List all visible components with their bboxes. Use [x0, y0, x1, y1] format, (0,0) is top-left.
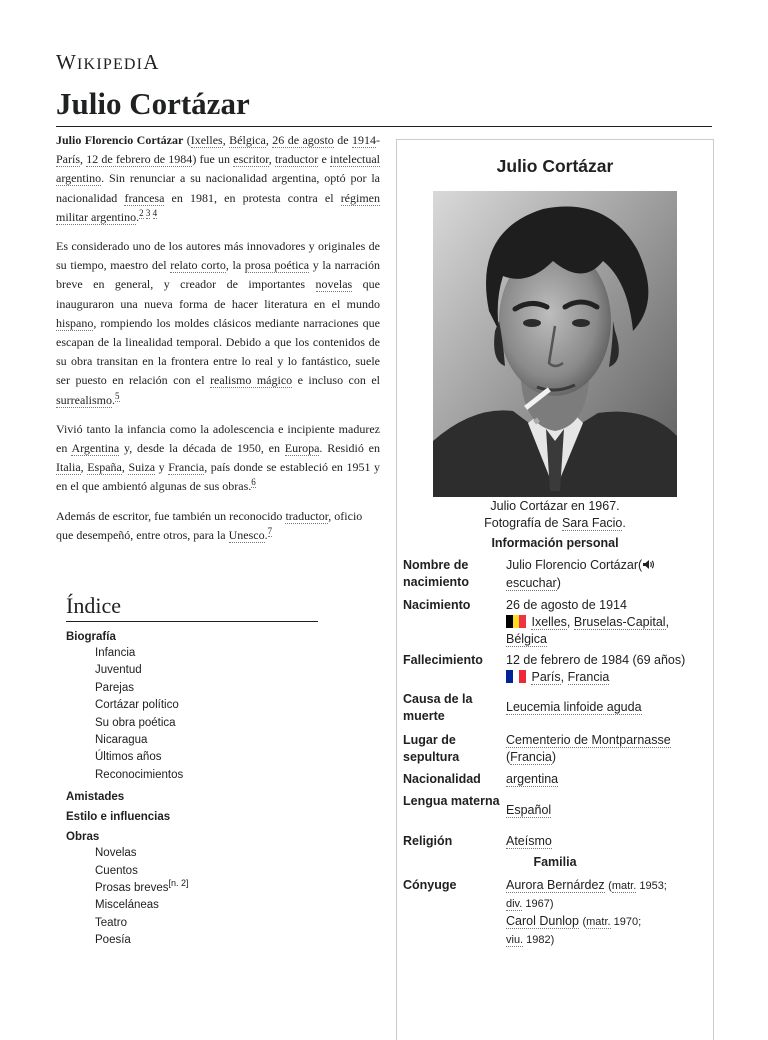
- toc-item-biografia[interactable]: Biografía: [66, 631, 116, 643]
- row-fallecimiento: Fallecimiento 12 de febrero de 1984 (69 años) París, Francia: [403, 653, 686, 684]
- link-cementerio-montparnasse[interactable]: Cementerio de Montparnasse: [506, 733, 671, 747]
- citation-4[interactable]: 4: [152, 207, 158, 218]
- link-francia-infobox[interactable]: Francia: [567, 670, 610, 684]
- citation-2[interactable]: 2: [139, 207, 144, 218]
- abbr-div[interactable]: div.: [506, 898, 523, 910]
- link-francia-sepultura[interactable]: Francia: [510, 750, 552, 764]
- link-12-febrero-1984[interactable]: 12 de febrero de 1984: [86, 152, 193, 167]
- toc-item-reconocimientos[interactable]: Reconocimientos: [95, 768, 184, 781]
- photo-caption: Julio Cortázar en 1967. Fotografía de Sara Facio.: [484, 499, 626, 530]
- section-familia: Familia: [533, 855, 577, 869]
- title-divider: [56, 126, 712, 127]
- link-unesco[interactable]: Unesco: [228, 527, 265, 542]
- portrait-photo[interactable]: [433, 191, 677, 497]
- toc-item-juventud[interactable]: Juventud: [95, 664, 142, 677]
- link-belgica-infobox[interactable]: Bélgica: [506, 632, 547, 646]
- toc-item-amistades[interactable]: Amistades: [66, 791, 125, 804]
- toc-item-parejas[interactable]: Parejas: [95, 681, 134, 694]
- toc-heading: Índice: [66, 592, 318, 622]
- portrait-illustration: [433, 191, 677, 497]
- link-aurora-bernardez[interactable]: Aurora Bernárdez: [506, 878, 605, 892]
- row-causa-muerte: Causa de la muerte Leucemia linfoide aguda: [403, 692, 642, 723]
- toc-item-cortazar-politico[interactable]: Cortázar político: [95, 699, 179, 712]
- link-surrealismo[interactable]: surrealismo: [56, 392, 112, 407]
- link-ixelles[interactable]: Ixelles: [190, 133, 223, 147]
- wikipedia-wordmark[interactable]: WIKIPEDIA: [56, 50, 160, 74]
- citation-7[interactable]: 7: [267, 525, 273, 536]
- link-intelectual[interactable]: intelectual: [330, 152, 380, 167]
- link-francia[interactable]: Francia: [168, 460, 205, 475]
- toc-item-cuentos[interactable]: Cuentos: [95, 864, 138, 877]
- link-espana[interactable]: España: [87, 460, 122, 475]
- row-nombre-nacimiento: Nombre de nacimiento Julio Florencio Cortázar( escuchar): [403, 557, 707, 592]
- toc-item-prosas-breves[interactable]: Prosas breves[n. 2]: [95, 878, 189, 895]
- link-regimen-militar[interactable]: régimen militar argentino: [56, 190, 381, 224]
- citation-3[interactable]: 3: [145, 207, 151, 218]
- row-religion: Religión Ateísmo: [403, 834, 552, 848]
- link-paris-infobox[interactable]: París: [531, 670, 561, 684]
- intro-paragraph-1: Julio Florencio Cortázar (Ixelles, Bélgica, 26 de agosto de 1914-París, 12 de febrero de 1984) fue un escritor, traductor e intelectual argentino. Sin renunciar a su nacionalidad argentina, optó por la nacionalidad francesa en 1981, en protesta contra el régimen militar argentino.$^{2 3 4}$: [56, 133, 381, 224]
- link-carol-dunlop[interactable]: Carol Dunlop: [506, 914, 579, 928]
- link-argentina-nacionalidad[interactable]: argentina: [506, 772, 559, 786]
- section-informacion-personal: Información personal: [491, 536, 619, 550]
- link-francesa[interactable]: francesa: [124, 190, 165, 205]
- note-n2[interactable]: [n. 2]: [168, 878, 189, 889]
- toc-item-poesia[interactable]: Poesía: [95, 934, 131, 947]
- row-nacimiento: Nacimiento 26 de agosto de 1914 Ixelles, Bruselas-Capital, Bélgica: [403, 598, 670, 646]
- belgium-flag-icon: [506, 615, 526, 628]
- link-italia[interactable]: Italia: [56, 460, 81, 475]
- link-bruselas-capital[interactable]: Bruselas-Capital: [573, 615, 666, 629]
- toc-item-obras[interactable]: Obras: [66, 831, 100, 844]
- toc-item-novelas[interactable]: Novelas: [95, 847, 137, 860]
- article-body: [56, 131, 380, 555]
- link-relato-corto[interactable]: relato corto: [170, 258, 226, 273]
- toc-item-teatro[interactable]: Teatro: [95, 916, 127, 929]
- citation-5[interactable]: 5: [115, 390, 120, 401]
- subject-name: Julio Florencio Cortázar: [56, 133, 184, 147]
- link-paris[interactable]: París: [56, 152, 80, 167]
- toc-item-estilo[interactable]: Estilo e influencias: [66, 811, 171, 824]
- link-escuchar[interactable]: escuchar: [506, 576, 557, 590]
- abbr-matr-2[interactable]: matr.: [586, 916, 611, 928]
- link-espanol[interactable]: Español: [506, 803, 552, 817]
- link-escritor[interactable]: escritor: [233, 152, 269, 167]
- intro-paragraph-3: Vivió tanto la infancia como la adolescencia e incipiente madurez en Argentina y, desde la década de 1950, en Europa. Residió en Italia, España, Suiza y Francia, país donde se estableció en 1951 y en el que ambientó algunas de sus obras.$^6$: [56, 421, 381, 494]
- link-traductor-2[interactable]: traductor: [285, 508, 329, 523]
- link-ateismo[interactable]: Ateísmo: [506, 834, 552, 848]
- toc-item-ultimos-anos[interactable]: Últimos años: [95, 751, 162, 764]
- toc-item-obra-poetica[interactable]: Su obra poética: [95, 716, 176, 729]
- toc-item-infancia[interactable]: Infancia: [95, 647, 136, 659]
- toc-item-nicaragua[interactable]: Nicaragua: [95, 734, 148, 747]
- intro-paragraph-2: Es considerado uno de los autores más innovadores y originales de su tiempo, maestro del relato corto, la prosa poética y la narración breve en general, y creador de importantes novelas que inauguraron una nueva forma de hacer literatura en el mundo hispano, rompiendo los moldes clásicos mediante narraciones que escapan de la linealidad temporal. Debido a que los contenidos de su obra transitan en la frontera entre lo real y lo fantástico, suele ser puesto en relación con el realismo mágico e incluso con el surrealismo.$^5$: [56, 239, 381, 407]
- link-europa[interactable]: Europa: [284, 441, 320, 456]
- row-conyuge: Cónyuge Aurora Bernárdez (matr. 1953; div. 1967) Carol Dunlop (matr. 1970; viu. 1982): [403, 878, 667, 946]
- abbr-viu[interactable]: viu.: [506, 934, 524, 946]
- infobox: [396, 139, 714, 1040]
- speaker-icon[interactable]: [642, 558, 655, 575]
- table-of-contents: [66, 592, 318, 950]
- france-flag-icon: [506, 670, 526, 683]
- link-26-agosto[interactable]: 26 de agosto: [272, 133, 334, 147]
- row-lugar-sepultura: Lugar de sepultura Cementerio de Montparnasse (Francia): [403, 733, 671, 764]
- link-sara-facio[interactable]: Sara Facio: [561, 516, 623, 530]
- row-lengua-materna: Lengua materna Español: [403, 794, 552, 817]
- link-prosa-poetica[interactable]: prosa poética: [244, 258, 310, 273]
- toc-item-miscelaneas[interactable]: Misceláneas: [95, 899, 159, 912]
- link-argentina[interactable]: Argentina: [71, 441, 120, 456]
- link-leucemia[interactable]: Leucemia linfoide aguda: [506, 700, 642, 714]
- page-title: Julio Cortázar: [56, 86, 250, 121]
- link-suiza[interactable]: Suiza: [128, 460, 156, 475]
- citation-refs: [139, 208, 157, 219]
- link-argentino[interactable]: argentino: [56, 171, 102, 186]
- row-nacionalidad: Nacionalidad argentina: [403, 772, 559, 786]
- link-belgica[interactable]: Bélgica: [229, 133, 266, 147]
- link-novelas[interactable]: novelas: [315, 277, 353, 292]
- link-hispano[interactable]: hispano: [56, 315, 94, 330]
- infobox-title: Julio Cortázar: [496, 156, 614, 176]
- abbr-matr-1[interactable]: matr.: [611, 880, 637, 892]
- link-ixelles-infobox[interactable]: Ixelles: [531, 615, 567, 629]
- link-traductor[interactable]: traductor: [274, 152, 319, 167]
- link-1914[interactable]: 1914: [352, 133, 376, 147]
- citation-6[interactable]: 6: [251, 477, 256, 488]
- intro-paragraph-4: Además de escritor, fue también un reconocido traductor, oficio que desempeñó, entre otros, para la Unesco.$^7$: [56, 508, 363, 542]
- link-realismo-magico[interactable]: realismo mágico: [210, 373, 293, 388]
